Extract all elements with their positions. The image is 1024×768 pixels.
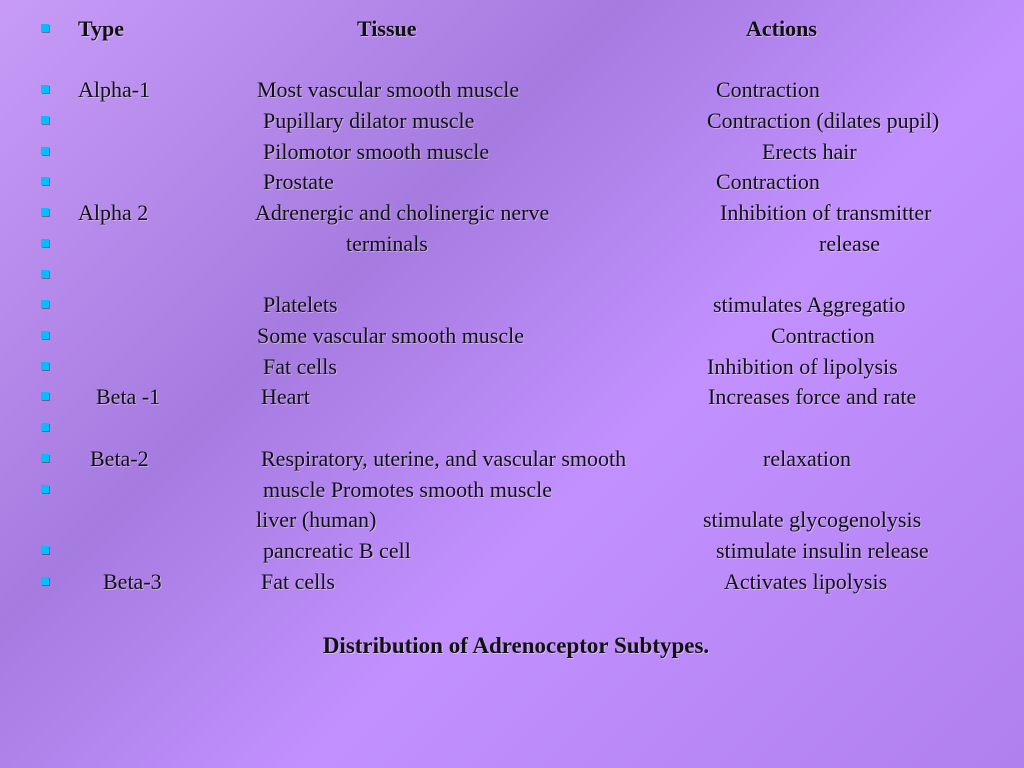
bullet-icon	[41, 116, 49, 124]
action-cell: stimulates Aggregatio	[713, 292, 906, 317]
action-cell: Increases force and rate	[708, 384, 917, 409]
tissue-cell: Pupillary dilator muscle	[263, 108, 475, 133]
bullet-icon	[41, 24, 49, 32]
action-cell: Contraction	[771, 323, 875, 348]
action-cell: release	[819, 231, 881, 256]
type-cell: Beta -1	[96, 384, 161, 409]
bullet-icon	[41, 177, 49, 185]
list-item	[0, 260, 1024, 290]
tissue-cell: terminals	[346, 231, 428, 256]
tissue-cell: Platelets	[263, 292, 338, 317]
list-item	[0, 167, 1024, 197]
list-item	[0, 321, 1024, 351]
action-cell: stimulate insulin release	[716, 538, 929, 563]
bullet-icon	[41, 485, 49, 493]
list-item	[0, 505, 1024, 535]
list-item	[0, 536, 1024, 566]
bullet-icon	[41, 208, 49, 216]
header-type: Type	[78, 16, 125, 41]
action-cell: Activates lipolysis	[724, 569, 888, 594]
list-item	[0, 198, 1024, 228]
list-item	[0, 137, 1024, 167]
list-item	[0, 75, 1024, 105]
header-actions: Actions	[746, 16, 817, 41]
action-cell: Contraction (dilates pupil)	[707, 108, 940, 133]
bullet-icon	[41, 239, 49, 247]
slide-title: Distribution of Adrenoceptor Subtypes.	[322, 633, 710, 658]
bullet-icon	[41, 331, 49, 339]
tissue-cell: Some vascular smooth muscle	[257, 323, 525, 348]
bullet-icon	[41, 392, 49, 400]
action-cell: Contraction	[716, 169, 820, 194]
action-cell: Contraction	[716, 77, 820, 102]
action-cell: relaxation	[763, 446, 851, 471]
tissue-cell: Adrenergic and cholinergic nerve	[255, 200, 550, 225]
bullet-icon	[41, 423, 49, 431]
bullet-icon	[41, 147, 49, 155]
list-item	[0, 567, 1024, 597]
tissue-cell: Respiratory, uterine, and vascular smooth	[261, 446, 627, 471]
bullet-icon	[41, 300, 49, 308]
bullet-icon	[41, 454, 49, 462]
tissue-cell: Heart	[261, 384, 310, 409]
bullet-icon	[41, 546, 49, 554]
type-cell: Alpha-1	[78, 77, 151, 102]
header-row	[0, 14, 1024, 44]
type-cell: Beta-3	[103, 569, 162, 594]
list-item	[0, 290, 1024, 320]
type-cell: Alpha 2	[78, 200, 149, 225]
bullet-icon	[41, 362, 49, 370]
tissue-cell: Fat cells	[261, 569, 335, 594]
type-cell: Beta-2	[90, 446, 149, 471]
tissue-cell: pancreatic B cell	[263, 538, 411, 563]
header-tissue: Tissue	[357, 16, 417, 41]
list-item	[0, 382, 1024, 412]
action-cell: Inhibition of lipolysis	[707, 354, 898, 379]
list-item	[0, 352, 1024, 382]
action-cell: Erects hair	[762, 139, 857, 164]
bullet-icon	[41, 577, 49, 585]
tissue-cell: Pilomotor smooth muscle	[263, 139, 490, 164]
list-item	[0, 413, 1024, 443]
list-item	[0, 106, 1024, 136]
tissue-cell: muscle Promotes smooth muscle	[263, 477, 553, 502]
tissue-cell: Prostate	[263, 169, 334, 194]
list-item	[0, 475, 1024, 505]
tissue-cell: liver (human)	[256, 507, 377, 532]
action-cell: Inhibition of transmitter	[720, 200, 932, 225]
bullet-icon	[41, 85, 49, 93]
action-cell: stimulate glycogenolysis	[703, 507, 922, 532]
list-item	[0, 229, 1024, 259]
bullet-icon	[41, 270, 49, 278]
tissue-cell: Fat cells	[263, 354, 337, 379]
tissue-cell: Most vascular smooth muscle	[257, 77, 520, 102]
list-item	[0, 444, 1024, 474]
